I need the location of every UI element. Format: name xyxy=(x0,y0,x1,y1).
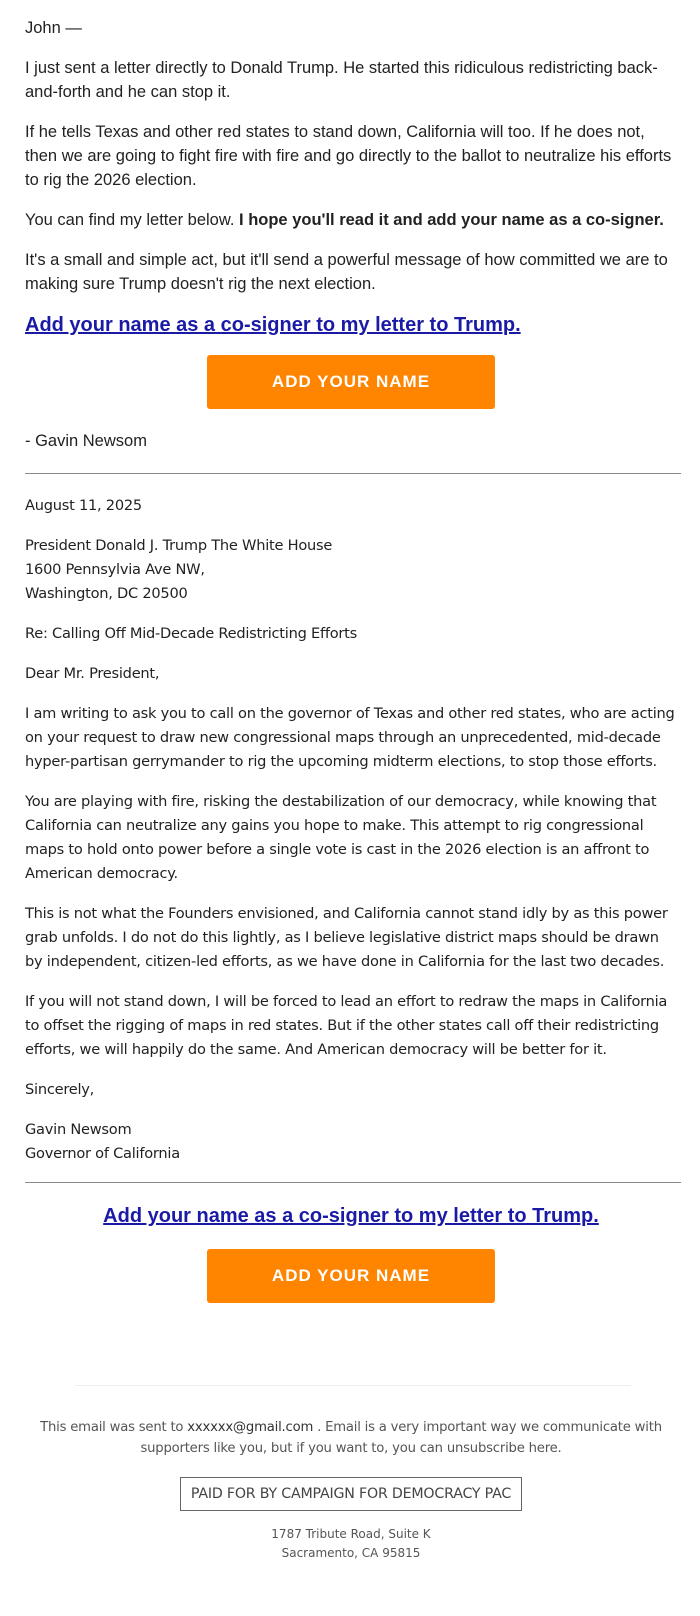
signoff: - Gavin Newsom xyxy=(25,432,147,450)
address-line: 1600 Pennsylvia Ave NW, xyxy=(25,561,205,578)
email-body xyxy=(25,0,677,1563)
cosigner-link-bottom[interactable]: Add your name as a co-signer to my letter to Trump. xyxy=(103,1205,599,1227)
email-notice xyxy=(25,1417,677,1459)
recipient-email: xxxxxx@gmail.com xyxy=(187,1420,314,1435)
intro-paragraph-4: It's a small and simple act, but it'll send a powerful message of how committed we are to making sure Trump doesn't rig the next election. xyxy=(25,251,668,293)
letter-paragraph: I am writing to ask you to call on the governor of Texas and other red states, who are acting on your request to draw new congressional maps through an unprecedented, mid-decade hyper-partisan gerrymander to rig the upcoming midterm elections, to stop those efforts. xyxy=(25,705,675,770)
add-your-name-button-bottom[interactable]: ADD YOUR NAME xyxy=(207,1249,495,1303)
divider-bottom xyxy=(25,1182,681,1183)
intro-paragraph-3-plain: You can find my letter below. xyxy=(25,211,240,229)
cta-button-row-bottom xyxy=(25,1249,677,1303)
letter xyxy=(25,494,677,1166)
letter-date: August 11, 2025 xyxy=(25,497,142,514)
letter-paragraph: If you will not stand down, I will be forced to lead an effort to redraw the maps in California to offset the rigging of maps in red states. But if the other states call off their redistricting efforts, we will happily do the same. And American democracy will be better for it. xyxy=(25,993,668,1058)
cosigner-link-top[interactable]: Add your name as a co-signer to my letter to Trump. xyxy=(25,314,521,336)
intro-paragraph-2: If he tells Texas and other red states to stand down, California will too. If he does not, then we are going to fight fire with fire and go directly to the ballot to neutralize his efforts to rig the 2026 election. xyxy=(25,123,672,189)
footer-address-line: Sacramento, CA 95815 xyxy=(281,1546,421,1560)
paid-for-disclaimer: PAID FOR BY CAMPAIGN FOR DEMOCRACY PAC xyxy=(180,1477,522,1511)
intro-section xyxy=(25,0,677,296)
footer-address xyxy=(25,1525,677,1563)
address-line: President Donald J. Trump The White House xyxy=(25,537,333,554)
letter-closing: Sincerely, xyxy=(25,1081,95,1098)
address-line: Washington, DC 20500 xyxy=(25,585,188,602)
footer xyxy=(25,1417,677,1563)
footer-address-line: 1787 Tribute Road, Suite K xyxy=(271,1527,431,1541)
letter-paragraph: This is not what the Founders envisioned, and California cannot stand idly by as this power grab unfolds. I do not do this lightly, as I believe legislative district maps should be drawn by independent, citizen-led efforts, as we have done in California for the last two decades. xyxy=(25,905,668,970)
letter-address xyxy=(25,534,677,606)
intro-paragraph-1: I just sent a letter directly to Donald Trump. He started this ridiculous redistricting back-and-forth and he can stop it. xyxy=(25,59,658,101)
signature-title: Governor of California xyxy=(25,1145,180,1162)
greeting: John — xyxy=(25,19,82,37)
intro-paragraph-3 xyxy=(25,208,677,232)
add-your-name-button-top[interactable]: ADD YOUR NAME xyxy=(207,355,495,409)
cta-button-row-top xyxy=(25,355,677,409)
divider-top xyxy=(25,473,681,474)
notice-suffix: . Email is a very important way we communicate with supporters like you, but if you want to, you can unsubscribe here. xyxy=(140,1420,662,1456)
signature-name: Gavin Newsom xyxy=(25,1121,132,1138)
notice-prefix: This email was sent to xyxy=(40,1420,188,1435)
letter-salutation: Dear Mr. President, xyxy=(25,665,160,682)
letter-subject: Re: Calling Off Mid-Decade Redistricting Efforts xyxy=(25,625,357,642)
footer-divider xyxy=(75,1385,631,1386)
intro-paragraph-3-bold: I hope you'll read it and add your name as a co-signer. xyxy=(239,211,664,229)
letter-signature xyxy=(25,1118,677,1166)
letter-paragraph: You are playing with fire, risking the destabilization of our democracy, while knowing that California can neutralize any gains you hope to make. This attempt to rig congressional maps to hold onto power before a single vote is cast in the 2026 election is an affront to American democracy. xyxy=(25,793,657,882)
